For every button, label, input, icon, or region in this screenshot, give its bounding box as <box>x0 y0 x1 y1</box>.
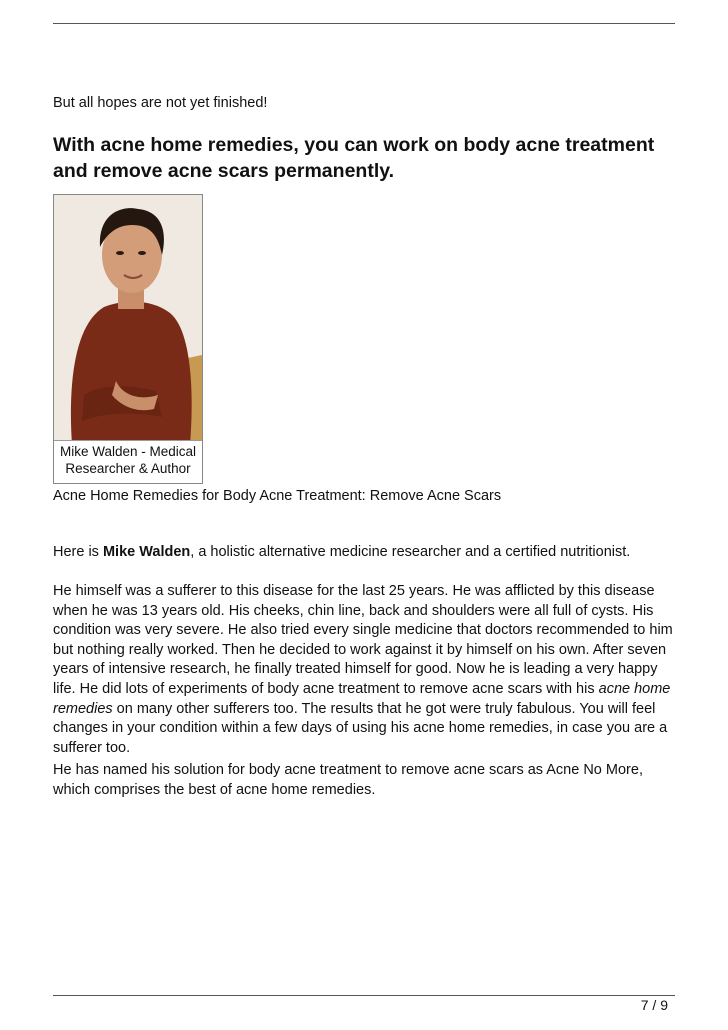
caption-line-1: Mike Walden - Medical <box>59 444 197 459</box>
paragraph-intro-after: , a holistic alternative medicine researcher and a certified nutritionist. <box>190 544 631 560</box>
paragraph-story-after: on many other sufferers too. The results that he got were truly fabulous. You will feel changes in your condition within a few days of using his acne home remedies, in case you are a sufferer too. <box>53 700 668 756</box>
intro-line: But all hopes are not yet finished! <box>53 95 268 111</box>
caption-line-2: Researcher & Author <box>65 461 191 476</box>
header-rule <box>53 23 675 24</box>
paragraph-intro <box>53 543 675 563</box>
photo-caption <box>54 440 202 483</box>
portrait-illustration <box>54 195 202 445</box>
author-photo <box>53 194 203 484</box>
remedies-emphasis: acne home remedies <box>53 680 671 717</box>
paragraph-solution: He has named his solution for body acne treatment to remove acne scars as Acne No More, which comprises the best of acne home remedies. <box>53 762 643 798</box>
paragraph-story <box>53 582 675 758</box>
paragraph-intro-before: Here is <box>53 544 103 560</box>
author-name: Mike Walden <box>102 544 191 560</box>
subtitle: Acne Home Remedies for Body Acne Treatment: Remove Acne Scars <box>53 488 502 504</box>
footer-rule <box>53 995 675 996</box>
section-heading: With acne home remedies, you can work on body acne treatment and remove acne scars permanently. <box>53 134 655 182</box>
paragraph-story-before: He himself was a sufferer to this disease for the last 25 years. He was afflicted by this disease when he was 13 years old. His cheeks, chin line, back and shoulders were all full of cysts. His condition was very severe. He also tried every single medicine that doctors recommended to him but nothing really worked. Then he decided to work against it by himself on his own. After seven years of intensive research, he finally treated himself for good. Now he is leading a very happy life. He did lots of experiments of body acne treatment to remove acne scars with his <box>53 583 673 697</box>
page-number: 7 / 9 <box>640 997 668 1013</box>
